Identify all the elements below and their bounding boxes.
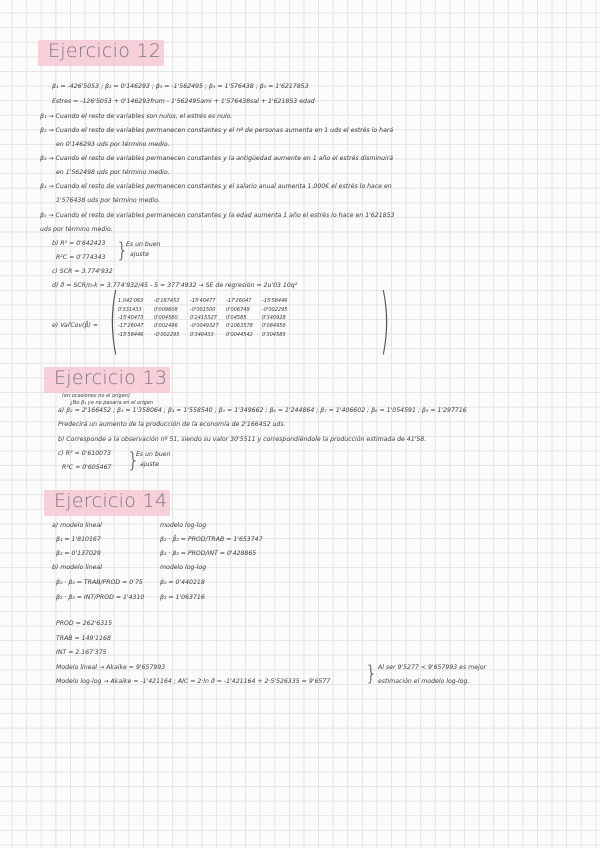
matrix-cell: 0'340433 xyxy=(190,331,214,338)
matrix-cell: -15'40477 xyxy=(190,298,216,305)
ex14-log-b1: β₂ = 0'440218 xyxy=(160,579,205,586)
ex14-akaike-loglog: Modelo log-log → Akaike = -1'421164 ; AIC = 2·ln σ̂ = -1'421164 + 2·5'526335 = 9'6577 xyxy=(56,678,331,685)
ex12-r2: b) R² = 0'642423 xyxy=(52,240,106,247)
section-title: Ejercicio 12 xyxy=(48,40,162,62)
ex12-b2b: en 0'146293 uds por término medio. xyxy=(56,141,170,148)
ex12-b2a: β₂ → Cuando el resto de variables permanecen constantes y el nº de personas aumenta en 1 uds el estrés lo hará xyxy=(40,127,394,134)
matrix-cell: 0'1063578 xyxy=(226,323,253,330)
matrix-cell: -15'58446 xyxy=(118,331,144,338)
matrix-cell: 0'0044542 xyxy=(226,331,253,338)
ex14-loglog-b-title: modelo log-log xyxy=(160,564,207,571)
matrix-cell: -15'40473 xyxy=(118,314,144,321)
ex14-lin-b2: β₃ · β₃ = INT/PROD = 1'4310 xyxy=(56,594,145,601)
matrix-cell: 0'304585 xyxy=(262,331,286,338)
ex14-b1: β₁ = 1'810167 xyxy=(56,536,101,543)
section-title: Ejercicio 13 xyxy=(54,367,168,389)
ex12-varcov-label: e) Var̂Cov(β̂) = xyxy=(52,322,99,329)
ex13-r2c: R²C = 0'605467 xyxy=(62,464,112,471)
ex12-b4b: 1'576438 uds por término medio. xyxy=(56,197,160,204)
ex14-log-eq1: β₂ · β̂₂ = PROD/TRAB = 1'653747 xyxy=(160,536,263,543)
ex12-b1: β₁ → Cuando el resto de variables son nulos, el estrés es nulo. xyxy=(40,113,233,120)
matrix-cell: -17'26047 xyxy=(226,298,252,305)
ex14-b2: β₂ = 0'137029 xyxy=(56,550,101,557)
ex14-trab-mean: TRAB = 149'1168 xyxy=(56,635,111,642)
matrix-cell: 0'004580 xyxy=(154,314,178,321)
matrix-cell: -0'0049327 xyxy=(190,323,219,330)
matrix-cell: 0'084958 xyxy=(262,323,286,330)
matrix-cell: 1.042'063 xyxy=(118,298,144,305)
ex12-r2c: R²C = 0'774343 xyxy=(56,254,106,261)
ex14-conclusion: estimación el modelo log-log. xyxy=(378,678,470,685)
ex12-scr: c) SCR = 3.774'932 xyxy=(52,268,113,275)
ex13-r2: c) R² = 0'610073 xyxy=(58,450,111,457)
matrix-cell: 0'002496 xyxy=(154,323,178,330)
ex12-sigma: d) σ̂ = SCR/n-k = 3.774'932/45 - 5 = 377'4932 → SE de regresión = 2u'03 10q² xyxy=(52,282,298,289)
matrix-row xyxy=(118,297,298,305)
brace-icon: } xyxy=(127,448,140,472)
ex14-int-mean: INT = 2.167'375 xyxy=(56,649,107,656)
ex14-log-eq2: β₃ · β₃ = PROD/INT = 0'428865 xyxy=(160,550,257,557)
ex12-b5b: uds por término medio. xyxy=(40,226,113,233)
matrix-cell: -15'58446 xyxy=(262,298,288,305)
ex13-prediction: Predecirá un aumento de la producción de la economía de 2'166452 uds. xyxy=(58,421,286,428)
matrix-row xyxy=(118,331,298,339)
matrix-cell: -17'26047 xyxy=(118,323,144,330)
ex12-b3a: β₃ → Cuando el resto de variables permanecen constantes y la antigüedad aumente en 1 año el estrés disminuirá xyxy=(40,155,394,162)
ex12-b3b: en 1'562498 uds por término medio. xyxy=(56,169,170,176)
ex13-note: ¿No β₁ ya no pasaría en el origen xyxy=(70,400,154,406)
varcov-matrix xyxy=(118,297,298,339)
matrix-cell: -0'002295 xyxy=(154,331,180,338)
matrix-row xyxy=(118,322,298,330)
matrix-cell: 0'009608 xyxy=(154,306,178,313)
ex14-conclusion: Al ser 9'5277 < 9'657993 es mejor xyxy=(378,664,487,671)
ex14-loglog-title: modelo log-log xyxy=(160,522,207,529)
matrix-cell: 0'2415327 xyxy=(190,314,217,321)
ex13-b: b) Corresponde a la observación nº 51, siendo su valor 30'5511 y correspondiéndole la producción estimada de 41'58. xyxy=(58,436,427,443)
matrix-row xyxy=(118,314,298,322)
ex12-fit-note: ajuste xyxy=(130,251,149,258)
ex13-fit-note: Es un buen xyxy=(136,451,171,458)
ex14-lin-b1: β₂ · β₂ = TRAB/PROD = 0'75 xyxy=(56,579,143,586)
ex12-b4a: β₄ → Cuando el resto de variables permanecen constantes y el salario anual aumenta 1.000€ el estrés lo hace en xyxy=(40,183,392,190)
ex13-note: (en ocasiones no el origen) xyxy=(62,393,130,399)
ex14-linear-title: a) modelo lineal xyxy=(52,522,102,529)
matrix-cell: 0'331433 xyxy=(118,306,142,313)
matrix-left-paren: ( xyxy=(109,278,119,362)
ex13-fit-note: ajuste xyxy=(140,461,159,468)
matrix-cell: 0'340928 xyxy=(262,314,286,321)
matrix-cell: -0'187453 xyxy=(154,298,180,305)
brace-icon: } xyxy=(116,238,129,262)
ex13-a-coeffs: a) β₂ = 2'166452 ; β₃ = 1'358064 ; β₄ = 1'558540 ; β₅ = 1'349662 ; β₆ = 1'244864 ; β₇ = 1'406602 ; β₈ = 1'054591 ; β₉ = 1'297716 xyxy=(58,407,467,414)
ex12-a-coeffs: β₁ = -426'5053 ; β₂ = 0'146293 ; β₃ = -1'562495 ; β₄ = 1'576438 ; β₅ = 1'6217853 xyxy=(52,83,309,90)
ex12-b5a: β₅ → Cuando el resto de variables permanecen constantes y la edad aumenta 1 año el estrés lo hace en 1'621853 xyxy=(40,212,395,219)
brace-icon: } xyxy=(365,661,378,685)
ex12-a-estimate: Estres = -126'5053 + 0'146293frum - 1'562495ami + 1'576438sal + 1'621853 edad xyxy=(52,98,315,105)
matrix-cell: 0'006749 xyxy=(226,306,250,313)
ex14-linear-b-title: b) modelo lineal xyxy=(52,564,103,571)
matrix-row xyxy=(118,305,298,313)
ex14-log-b2: β₃ = 1'063716 xyxy=(160,594,205,601)
ex14-prod-mean: PROD = 262'6315 xyxy=(56,620,113,627)
matrix-cell: 0'04585 xyxy=(226,314,247,321)
section-title: Ejercicio 14 xyxy=(54,490,168,512)
ex14-akaike-linear: Modelo lineal → Akaike = 9'657993 xyxy=(56,664,166,671)
matrix-right-paren: ) xyxy=(380,278,390,362)
matrix-cell: -0'002295 xyxy=(262,306,288,313)
matrix-cell: -0'001500 xyxy=(190,306,216,313)
ex12-fit-note: Es un buen xyxy=(126,241,161,248)
